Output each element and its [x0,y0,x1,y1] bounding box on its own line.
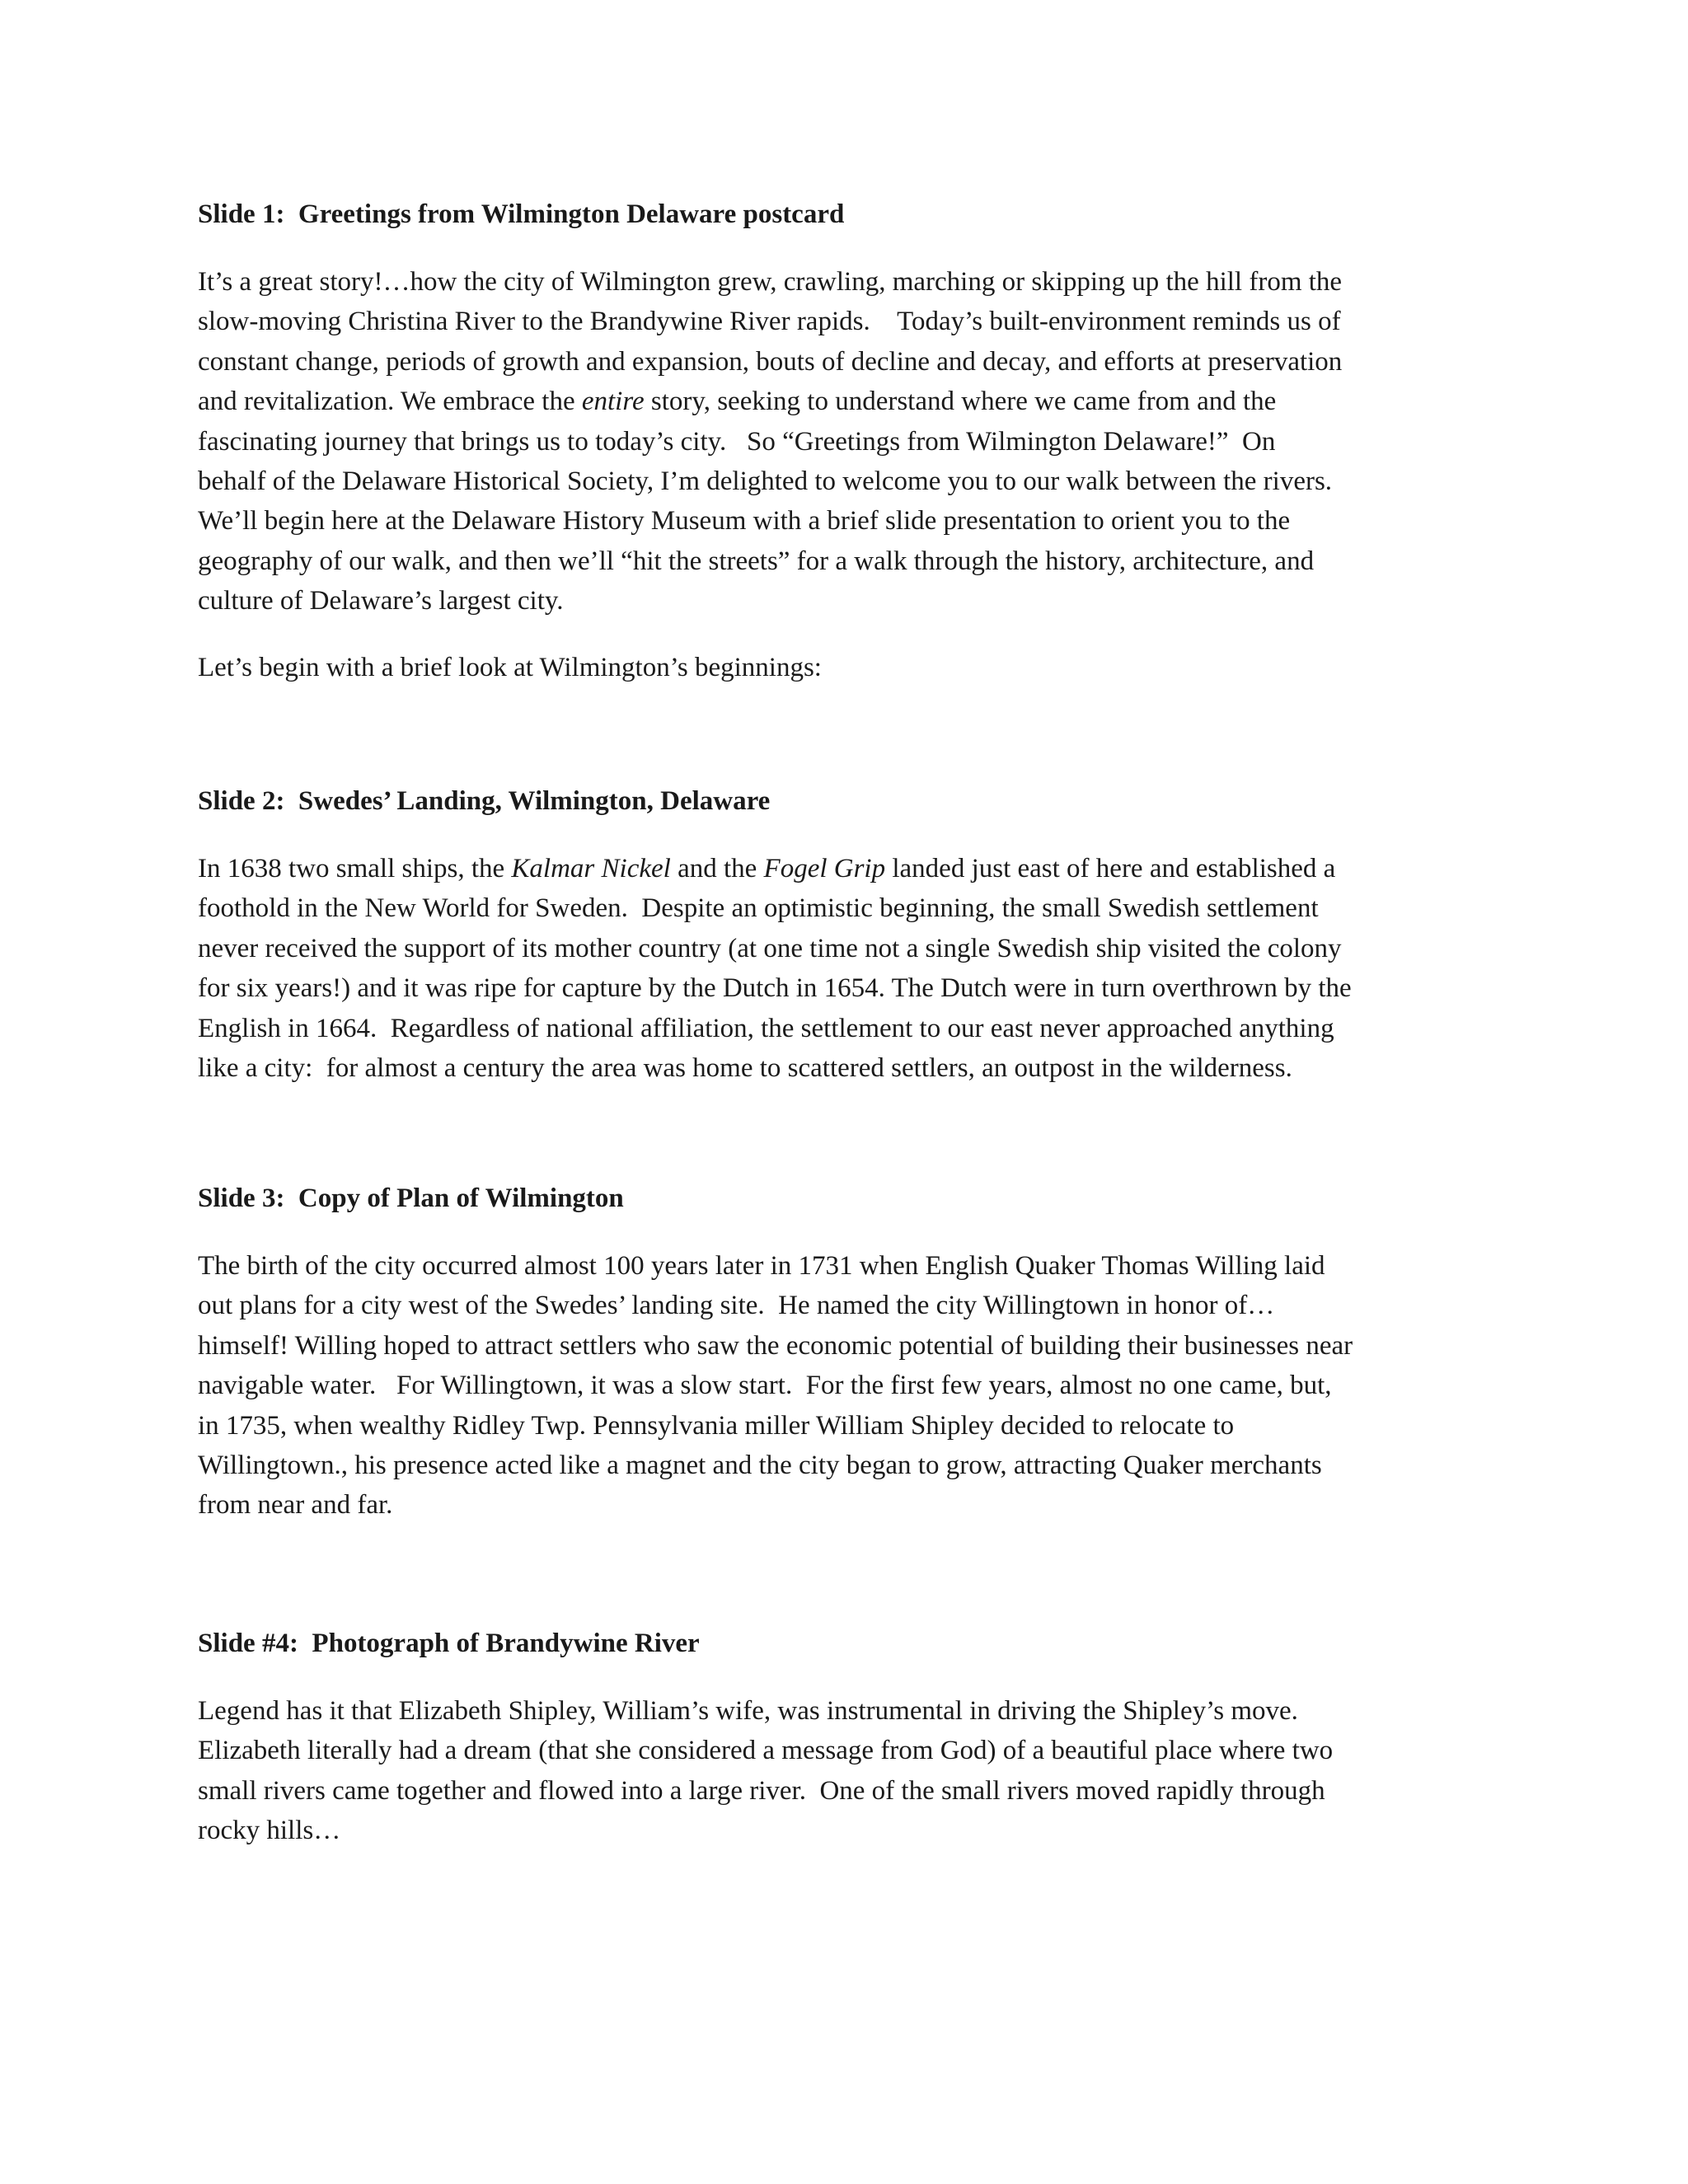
slide-3-line: out plans for a city west of the Swedes’ landing site. He named the city Willingtown in honor of… [198,1291,1275,1321]
emphasis-entire: entire [581,387,645,417]
slide-3-paragraph [198,1246,1508,1526]
slide-4-heading: Slide #4: Photograph of Brandywine River [198,1629,700,1658]
slide-4-line: small rivers came together and flowed into a large river. One of the small rivers moved rapidly through [198,1775,1325,1806]
slide-2-line: like a city: for almost a century the area was home to scattered settlers, an outpost in the wilderness. [198,1053,1292,1084]
slide-1-line: We’ll begin here at the Delaware History Museum with a brief slide presentation to orient you to the [198,506,1291,537]
slide-3-line: navigable water. For Willingtown, it was a slow start. For the first few years, almost no one came, but, [198,1371,1332,1401]
slide-1-followup: Let’s begin with a brief look at Wilmington’s beginnings: [198,653,822,682]
ship-name-fogel-grip: Fogel Grip [763,854,886,883]
slide-4-paragraph [198,1691,1508,1851]
slide-1-text: and revitalization. We embrace the [198,387,582,417]
slide-3-line: Willingtown., his presence acted like a magnet and the city began to grow, attracting Quaker merchants [198,1451,1322,1481]
slide-1-line: fascinating journey that brings us to today’s city. So “Greetings from Wilmington Delaware!” On [198,426,1276,457]
slide-2-line: English in 1664. Regardless of national affiliation, the settlement to our east never approached anything [198,1013,1334,1043]
slide-2-paragraph [198,849,1508,1088]
slide-1-heading: Slide 1: Greetings from Wilmington Delaware postcard [198,199,845,229]
slide-1-line: behalf of the Delaware Historical Society, I’m delighted to welcome you to our walk between the rivers. [198,466,1333,497]
slide-3-line: The birth of the city occurred almost 100 years later in 1731 when English Quaker Thomas Willing laid [198,1251,1325,1281]
slide-1-line: constant change, periods of growth and expansion, bouts of decline and decay, and efforts at preservation [198,346,1343,377]
slide-3-line: in 1735, when wealthy Ridley Twp. Pennsylvania miller William Shipley decided to relocate to [198,1410,1235,1441]
slide-1-line: geography of our walk, and then we’ll “hit the streets” for a walk through the history, architecture, and [198,546,1315,576]
slide-1-line: culture of Delaware’s largest city. [198,586,564,616]
slide-3-heading: Slide 3: Copy of Plan of Wilmington [198,1183,624,1213]
slide-2-text: landed just east of here and established a [885,854,1336,883]
slide-1-line: It’s a great story!…how the city of Wilmington grew, crawling, marching or skipping up the hill from the [198,267,1343,297]
slide-4-line: Elizabeth literally had a dream (that she considered a message from God) of a beautiful place where two [198,1736,1334,1766]
slide-1-line [198,382,1508,421]
slide-2-line: foothold in the New World for Sweden. Despite an optimistic beginning, the small Swedish settlement [198,893,1319,924]
slide-2-line: never received the support of its mother country (at one time not a single Swedish ship visited the colony [198,933,1342,963]
slide-4-line: rocky hills… [198,1816,341,1846]
slide-3-line: himself! Willing hoped to attract settlers who saw the economic potential of building their businesses near [198,1330,1353,1361]
slide-1-paragraph [198,262,1508,621]
slide-2-text: and the [670,854,764,883]
slide-2-heading: Slide 2: Swedes’ Landing, Wilmington, Delaware [198,786,771,816]
slide-3-line: from near and far. [198,1490,393,1521]
slide-1-line: slow-moving Christina River to the Brandywine River rapids. Today’s built-environment reminds us of [198,307,1341,337]
ship-name-kalmar-nickel: Kalmar Nickel [511,854,671,883]
slide-1-text: story, seeking to understand where we came from and the [644,387,1277,417]
slide-4-line: Legend has it that Elizabeth Shipley, William’s wife, was instrumental in driving the Shipley’s move. [198,1696,1298,1726]
slide-2-line: for six years!) and it was ripe for capture by the Dutch in 1654. The Dutch were in turn overthrown by the [198,973,1352,1004]
slide-2-line [198,849,1508,888]
slide-2-text: In 1638 two small ships, the [198,854,512,883]
